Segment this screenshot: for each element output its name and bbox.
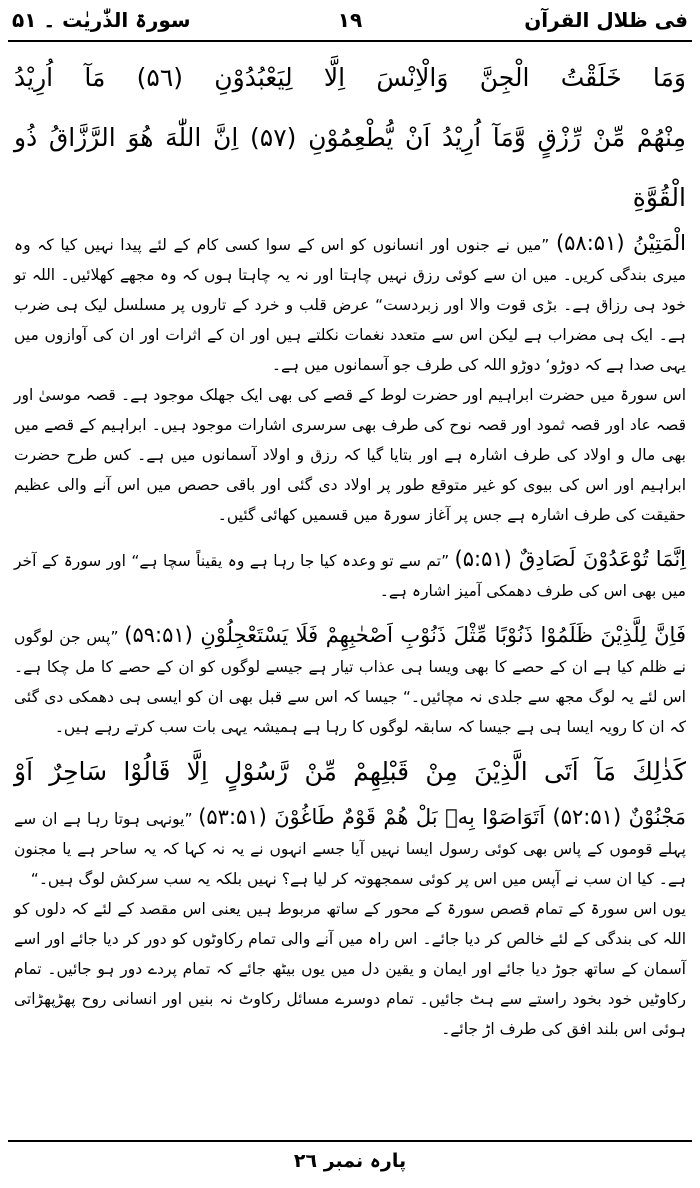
page-header <box>10 6 690 40</box>
para-number: پارہ نمبر ۲٦ <box>293 1150 407 1172</box>
paragraph-text: ”تم سے تو وعدہ کیا جا رہا ہے وہ یقیناً سچا ہے“ اور سورۃ کے آخر میں بھی اس کی طرف دھمکی آمیز اشارہ ہے۔ <box>14 552 686 600</box>
verse-inline: مَجْنُوْنٌ (۵۲:۵۱) اَتَوَاصَوْا بِهٖ بَلْ هُمْ قَوْمٌ طَاغُوْنَ (۵۳:۵۱) <box>198 805 687 829</box>
verse-inline: اِنَّمَا تُوْعَدُوْنَ لَصَادِقٌ (۵:۵۱) <box>454 547 686 571</box>
page-number: ١٩ <box>337 8 363 32</box>
paragraph <box>14 802 686 894</box>
verse-inline: الْمَتِيْنُ (۵۸:۵۱) <box>555 231 686 255</box>
paragraph <box>14 228 686 380</box>
paragraph: اس سورۃ میں حضرت ابراہیم اور حضرت لوط کے قصے کی بھی ایک جھلک موجود ہے۔ قصہ موسیٰ اور قصہ عاد اور قصہ ثمود اور قصہ نوح کی طرف بھی سرسری اشارات موجود ہیں۔ ابراہیم کے قصے میں بھی مال و اولاد کی طرف اشارہ ہے اور بتایا گیا کہ رزق و اولاد آسمانوں میں ہے۔ کس طرح حضرت ابراہیم اور اس کی بیوی کو غیر متوقع طور پر اولاد دی گئی اور باقی حصص میں اس آنے والی عظیم حقیقت کی طرف اشارہ ہے جس پر آغاز سورۃ میں قسمیں کھائی گئیں۔ <box>14 386 686 524</box>
header-rule <box>8 40 692 42</box>
paragraph-text: ”میں نے جنوں اور انسانوں کو اس کے سوا کسی کام کے لئے پیدا نہیں کیا کہ وہ میری بندگی کریں۔ میں ان سے کوئی رزق نہیں چاہتا اور نہ یہ چاہتا ہوں کہ وہ مجھے کھلائیں۔ اللہ تو خود ہی رزاق ہے۔ بڑی قوت والا اور زبردست“ عرض قلب و خرد کے تاروں پر مسلسل لیک ہی ضرب ہے۔ ایک ہی مضراب ہے لیکن اس سے متعدد نغمات نکلتے ہیں اور ان کے اثرات اور ان کی آوازوں میں یہی صدا ہے کہ دوڑو‘ دوڑو اللہ کی طرف جو آسمانوں میں ہے۔ <box>14 236 686 374</box>
verse-line: وَمَا خَلَقْتُ الْجِنَّ وَالْاِنْسَ اِلَّا لِيَعْبُدُوْنِ (۵٦) مَآ اُرِيْدُ <box>14 63 686 92</box>
footer-rule <box>8 1140 692 1142</box>
paragraph <box>14 620 686 742</box>
paragraph-text: ”پس جن لوگوں نے ظلم کیا ہے ان کے حصے کا بھی ویسا ہی عذاب تیار ہے جیسے لوگوں کو ان کے حصے کا مل چکا ہے۔ اس لئے یہ لوگ مجھ سے جلدی نہ مچائیں۔“ جیسا کہ اس سے قبل بھی ان کو ایسی ہی دھمکی دی گئی کہ ان کا رویہ ایسا ہی ہے جیسا کہ سابقہ لوگوں کا رہا ہے ہمیشہ یہی بات سب کرتے رہے ہیں۔ <box>14 628 686 736</box>
verse-inline: فَاِنَّ لِلَّذِيْنَ ظَلَمُوْا ذَنُوْبًا مِّثْلَ ذَنُوْبِ اَصْحٰبِهِمْ فَلَا يَسْتَعْجِلُوْنِ (۵۹:۵۱) <box>124 623 686 647</box>
surah-info: سورۃ الذّٰریٰت ۔ ۵۱ <box>12 8 191 32</box>
verse-line: كَذٰلِكَ مَآ اَتَى الَّذِيْنَ مِنْ قَبْلِهِمْ مِّنْ رَّسُوْلٍ اِلَّا قَالُوْا سَاحِرٌ اَوْ <box>14 757 686 786</box>
paragraph-text: ”یونہی ہوتا رہا ہے ان سے پہلے قوموں کے پاس بھی کوئی رسول ایسا نہیں آیا جسے انہوں نے یہ نہ کہا کہ یہ ساحر ہے یا مجنون ہے۔ کیا ان سب نے آپس میں اس پر کوئی سمجھوتہ کر لیا ہے؟ نہیں بلکہ یہ سب سرکش لوگ ہیں۔“ <box>14 810 686 888</box>
paragraph <box>14 544 686 606</box>
book-title: فی ظلال القرآن <box>524 8 688 32</box>
verse-line: مِنْهُمْ مِّنْ رِّزْقٍ وَّمَآ اُرِيْدُ اَنْ يُّطْعِمُوْنِ (۵۷) اِنَّ اللّٰهَ هُوَ الرَّزَّاقُ ذُو الْقُوَّةِ <box>14 123 686 212</box>
page-content <box>14 48 686 1044</box>
paragraph: یوں اس سورۃ کے تمام قصص سورۃ کے محور کے ساتھ مربوط ہیں یعنی اس مقصد کے لئے کہ دلوں کو اللہ کی بندگی کے لئے خالص کر دیا جائے۔ اس راہ میں آنے والی تمام رکاوٹوں کو دور کر دیا جائے اور اسے آسمان کے ساتھ جوڑ دیا جائے اور ایمان و یقین دل میں یوں بیٹھ جائے کہ تمام پردے دور ہو جائیں۔ تمام رکاوٹیں خود بخود راستے سے ہٹ جائیں۔ تمام دوسرے مسائل رکاوٹ نہ بنیں اور انسانی روح پھڑپھڑاتی ہوئی اس بلند افق کی طرف اڑ جائے۔ <box>14 900 686 1038</box>
